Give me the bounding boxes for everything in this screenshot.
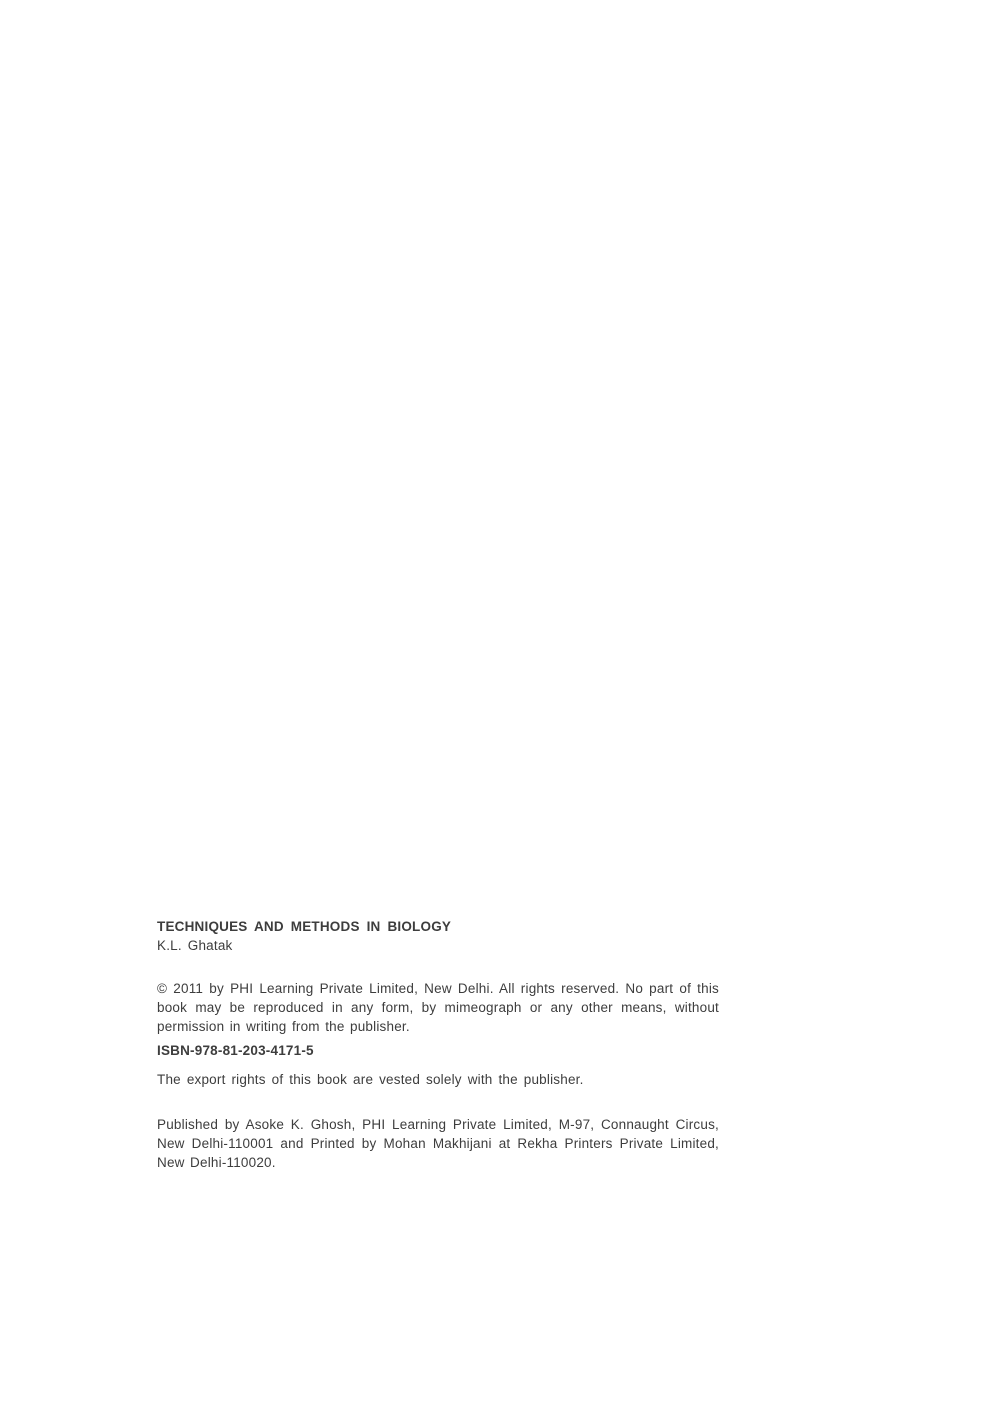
isbn-block bbox=[157, 1041, 719, 1060]
isbn: ISBN-978-81-203-4171-5 bbox=[157, 1043, 314, 1058]
imprint-block bbox=[157, 1115, 719, 1172]
copyright-block bbox=[157, 979, 719, 1036]
book-title: TECHNIQUES AND METHODS IN BIOLOGY bbox=[157, 919, 452, 934]
author-name: K.L. Ghatak bbox=[157, 938, 233, 953]
export-rights-statement: The export rights of this book are vested solely with the publisher. bbox=[157, 1072, 584, 1087]
title-author-block bbox=[157, 917, 719, 955]
export-rights-block bbox=[157, 1070, 719, 1089]
imprint-statement: Published by Asoke K. Ghosh, PHI Learning Private Limited, M-97, Connaught Circus, New Delhi-110001 and Printed by Mohan Makhijani at Rekha Printers Private Limited, New Delhi-110020. bbox=[157, 1117, 719, 1170]
copyright-notice: © 2011 by PHI Learning Private Limited, New Delhi. All rights reserved. No part of this book may be reproduced in any form, by mimeograph or any other means, without permission in writing from the publisher. bbox=[157, 981, 719, 1034]
